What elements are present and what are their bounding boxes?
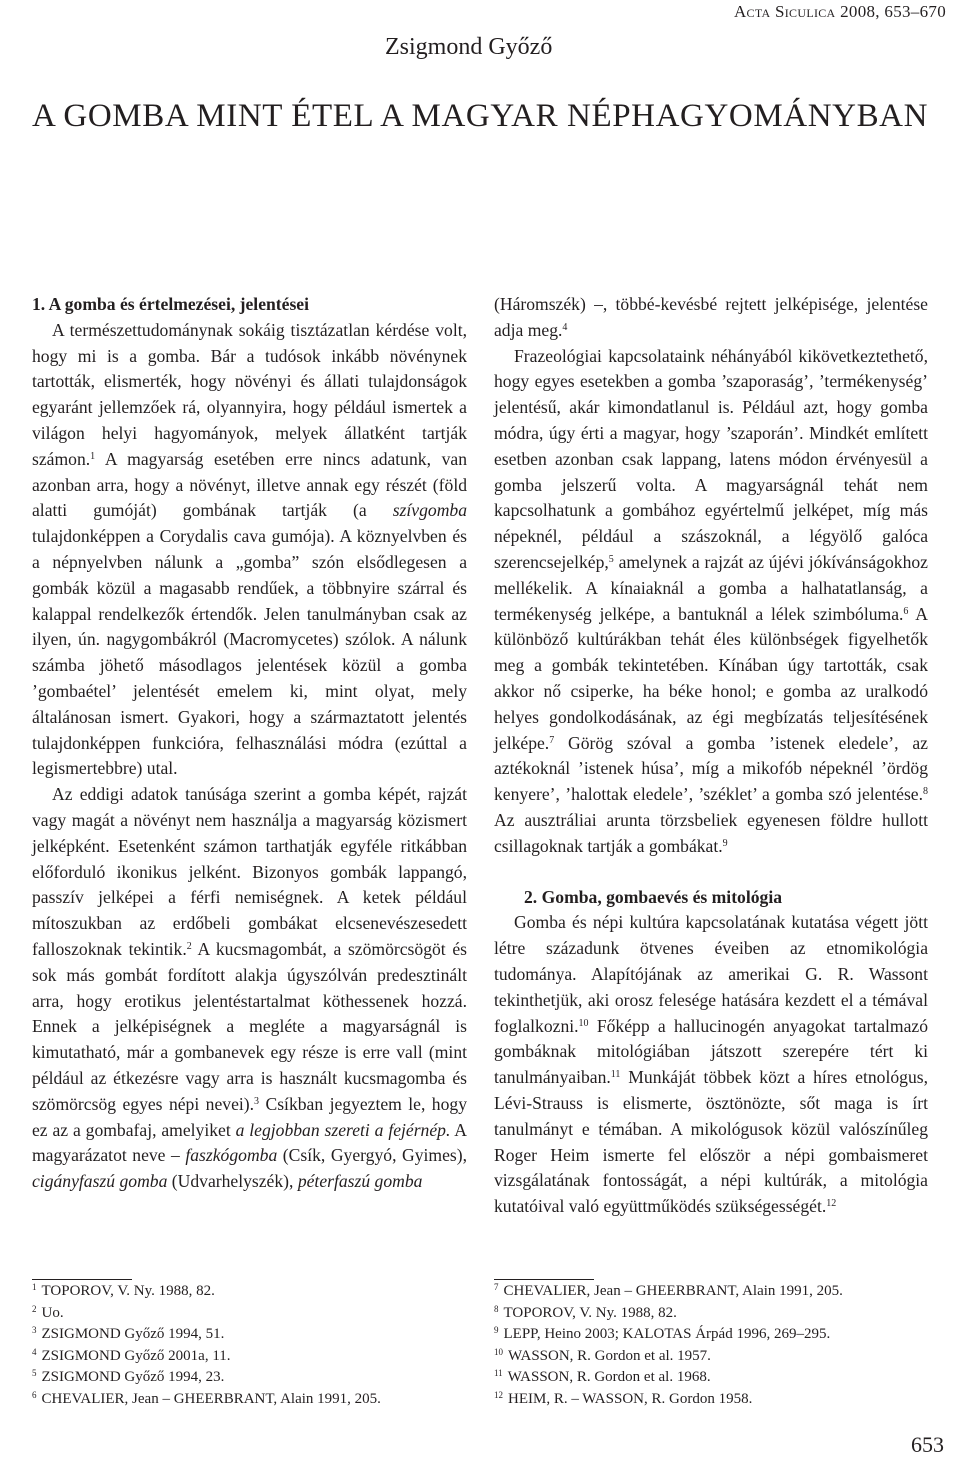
footnote-ref[interactable]: 9 bbox=[722, 837, 728, 849]
footnote-ref[interactable]: 11 bbox=[610, 1069, 621, 1081]
footnote-text: WASSON, R. Gordon et al. 1957. bbox=[508, 1347, 711, 1364]
left-column bbox=[32, 292, 467, 1195]
footnote-number: 7 bbox=[494, 1282, 499, 1292]
footnote-number: 2 bbox=[32, 1303, 37, 1314]
footnote-text: CHEVALIER, Jean – GHEERBRANT, Alain 1991, 205. bbox=[41, 1390, 381, 1407]
journal-citation bbox=[734, 2, 946, 22]
footnote-ref[interactable]: 12 bbox=[826, 1198, 837, 1210]
footnote bbox=[32, 1281, 381, 1303]
footnote-ref[interactable]: 5 bbox=[608, 553, 614, 565]
paragraph: A természettudománynak sokáig tisztázatlan kérdése volt, hogy mi is a gomba. Bár a tudósok inkább növénynek tartották, elismerték, hogy növényi és állati tulajdonságok egyaránt jellemzőek rá, olyannyira, hogy például ismertek a világon helyi hagyományok, melyek állatként tartják számon.$^1$ A magyarság esetében erre nincs adatunk, van azonban arra, hogy a növényt, illetve annak egy részét (föld alatti gumóját) gombának tartják (a szívgomba tulajdonképpen a Corydalis cava gumója). A köznyelvben és a népnyelvben nálunk a „gomba” szón elsődlegesen a gombák közül a magasabb rendűek, a többnyire szárral és kalappal rendelkezők értendők. Jelen tanulmányban csak az ilyen, ún. nagygombákról (Macromycetes) szólok. A nálunk számba jöhető másodlagos jelentések közül a gomba ’gombaétel’ jelentését emelem ki, mint olyat, mely általánosan ismert. Gyakori, hogy a származtatott jelentés tulajdonképpen funkcióra, felhasználási módra (ezúttal a legismertebbre) utal. bbox=[32, 319, 467, 779]
footnotes-left bbox=[32, 1281, 381, 1410]
footnote-ref[interactable]: 4 bbox=[562, 321, 568, 333]
footnote-text: HEIM, R. – WASSON, R. Gordon 1958. bbox=[508, 1390, 753, 1407]
journal-name: Acta Siculica bbox=[733, 2, 836, 21]
footnote-number: 1 bbox=[32, 1282, 37, 1292]
footnote-ref[interactable]: 2 bbox=[186, 940, 192, 952]
footnote-text: TOPOROV, V. Ny. 1988, 82. bbox=[41, 1283, 215, 1299]
paragraph: Az eddigi adatok tanúsága szerint a gomba képét, rajzát vagy magát a növényt nem használja a magyarság közismert jelképként. Esetenként számon tarthatják egyféle ritkábban előforduló ikonikus jelként. Bizonyos gombák lappangó, passzív jelképei a férfi nemiségnek. A ketek például mítoszukban az erdőbeli gombákat elcsenevészesedett falloszoknak tekintik.$^2$ A kucsmagombát, a szömörcsögöt és sok más gombát fordított alakja úgyszólván predesztinált arra, hogy erotikus jelentéstartalmat köthessenek hozzá. Ennek a jelképiségnek a megléte a magyarságnál is kimutatható, már a gombanevek egy része is erre vall (mint például az étkezésre vagy arra is használt kucsmagomba és szömörcsög egyes népi nevei).$^3$ Csíkban jegyeztem le, hogy ez az a gombafaj, amelyiket a legjobban szereti a fejérnép. A magyarázatot neve – faszkógomba (Csík, Gyergyó, Gyimes), cigányfaszú gomba (Udvarhelyszék), péterfaszú gomba bbox=[32, 784, 468, 1192]
footnote bbox=[494, 1303, 843, 1325]
footnote-number: 3 bbox=[32, 1325, 37, 1335]
paragraph: Frazeológiai kapcsolataink néhányából kikövetkeztethető, hogy egyes esetekben a gomba ’szaporaság’, ’termékenység’ jelentésű, akár kimondatlanul is. Például azt, hogy gomba módra, úgy érti a magyar, hogy ’szaporán’. Mindkét említett esetben azonban csak lappang, latens módon érvényesül a gomba jelszerű volta. A magyarságnál tehát nem kapcsolhatunk a gombához egyértelmű jelképet, míg más népeknél, például a szászoknál, a légyölő galóca szerencsejelkép,$^5$ amelynek a rajzát az újévi jókívánságokhoz mellékelik. A kínaiaknál a gomba a halhatatlanság, a termékenység jelképe, a bantuknál a lélek szimbóluma.$^6$ A különböző kultúrákban tehát éles különbségek figyelhetők meg a gombák tekintetében. Kínában úgy tartották, csak akkor nő csiperke, ha béke honol; e gomba az uralkodó helyes gondolkodásának, az égi megbízatás teljesítésének jelképe.$^7$ Görög szóval a gomba ’istenek eledele’, az aztékoknál ’istenek húsa’, míg a mikofób népeknél ’ördög kenyere’, ’halottak eledele’, ’széklet’ a gomba szó jelentése.$^8$ Az ausztráliai arunta törzsbeliek egyenesen földre hullott csillagoknak tartják a gombákat.$^9$ bbox=[494, 345, 928, 856]
footnote bbox=[32, 1367, 381, 1389]
paragraph: Gomba és népi kultúra kapcsolatának kutatása végett jött létre századunk ötvenes éveiben az etnomikológia tudománya. Alapítójának az amerikai G. R. Wassont tekinthetjük, aki orosz felesége hatására kezdett el a témával foglalkozni.$^{10}$ Főképp a hallucinogén anyagokat tartalmazó gombáknak mitológiában játszott szerepére tért ki tanulmányaiban.$^{11}$ Munkáját többek közt a híres etnológus, Lévi-Strauss is elismerte, ösztönözte, sőt maga is írt tanulmányt e témában. A mikológusok közül valószínűleg Roger Heim ismerte fel először a népi gombaismeret vizsgálatának fontosságát, a népi kultúrák, a mitológia kutatóival való együttműködés szükségességét.$^{12}$ bbox=[494, 912, 928, 1217]
journal-info: 2008, 653–670 bbox=[840, 2, 946, 21]
footnote bbox=[494, 1389, 843, 1411]
footnote-text: CHEVALIER, Jean – GHEERBRANT, Alain 1991, 205. bbox=[503, 1283, 843, 1299]
footnote-number: 4 bbox=[32, 1346, 37, 1357]
section-1-heading: 1. A gomba és értelmezései, jelentései bbox=[32, 294, 309, 314]
footnotes-right bbox=[494, 1281, 843, 1410]
page-number: 653 bbox=[911, 1432, 944, 1457]
footnote bbox=[494, 1367, 843, 1389]
footnote-divider bbox=[32, 1279, 132, 1280]
footnote bbox=[32, 1389, 381, 1411]
footnote-text: ZSIGMOND Győző 1994, 23. bbox=[41, 1369, 225, 1385]
footnote-number: 10 bbox=[494, 1346, 503, 1357]
footnote-ref[interactable]: 1 bbox=[90, 450, 96, 462]
section-2-heading: 2. Gomba, gombaevés és mitológia bbox=[524, 886, 783, 907]
footnote bbox=[494, 1324, 843, 1346]
footnote-text: ZSIGMOND Győző 2001a, 11. bbox=[41, 1347, 231, 1364]
footnote-text: ZSIGMOND Győző 1994, 51. bbox=[41, 1326, 225, 1342]
footnote-text: WASSON, R. Gordon et al. 1968. bbox=[507, 1369, 711, 1385]
footnote-ref[interactable]: 3 bbox=[254, 1095, 260, 1107]
footnote-number: 12 bbox=[494, 1389, 503, 1400]
footnote-text: Uo. bbox=[41, 1304, 64, 1321]
footnote-ref[interactable]: 6 bbox=[903, 605, 909, 617]
footnote-number: 6 bbox=[32, 1389, 37, 1400]
footnote-number: 9 bbox=[494, 1325, 499, 1335]
paragraph-continued: (Háromszék) –, többé-kevésbé rejtett jelképisége, jelentése adja meg.$^4$ bbox=[494, 294, 928, 340]
article-author: Zsigmond Győző bbox=[385, 34, 553, 60]
footnote bbox=[494, 1346, 843, 1368]
footnote bbox=[494, 1281, 843, 1303]
article-title: A GOMBA MINT ÉTEL A MAGYAR NÉPHAGYOMÁNYBAN bbox=[31, 98, 929, 134]
footnote-number: 11 bbox=[494, 1368, 503, 1378]
footnote-ref[interactable]: 10 bbox=[578, 1017, 589, 1029]
footnote-number: 5 bbox=[32, 1368, 37, 1378]
right-column bbox=[494, 292, 928, 1220]
footnote-ref[interactable]: 7 bbox=[549, 734, 555, 746]
footnote bbox=[32, 1346, 381, 1368]
footnote-ref[interactable]: 8 bbox=[923, 786, 928, 798]
footnote bbox=[32, 1324, 381, 1346]
footnote bbox=[32, 1303, 381, 1325]
footnote-divider bbox=[494, 1279, 594, 1280]
footnote-text: TOPOROV, V. Ny. 1988, 82. bbox=[503, 1304, 677, 1321]
footnote-number: 8 bbox=[494, 1303, 499, 1314]
footnote-text: LEPP, Heino 2003; KALOTAS Árpád 1996, 269–295. bbox=[503, 1326, 831, 1342]
